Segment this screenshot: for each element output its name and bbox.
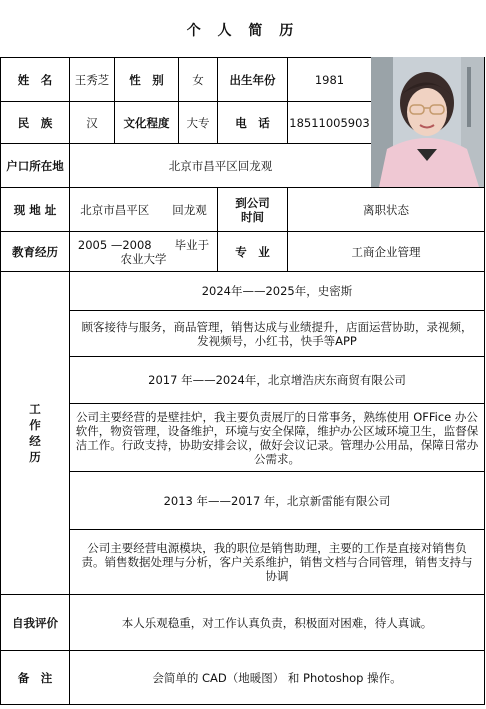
work-history-char: 经 (29, 434, 41, 448)
current-address-value: 北京市昌平区 回龙观 (69, 187, 217, 231)
work-period: 2013 年——2017 年，北京新雷能有限公司 (69, 471, 484, 529)
table-border-right (484, 57, 485, 705)
profile-photo (371, 57, 484, 187)
work-period: 2024年——2025年，史密斯 (69, 271, 484, 310)
work-description: 顾客接待与服务，商品管理，销售达成与业绩提升，店面运营协助，录视频，发视频号，小红书，快手等APP (69, 310, 484, 356)
ethnicity-label: 民 族 (0, 101, 69, 143)
education-history-value: 2005 —2008 毕业于农业大学 (69, 231, 217, 271)
work-history-char: 历 (29, 450, 41, 464)
hukou-label: 户口所在地 (0, 143, 69, 187)
resume-table (0, 57, 484, 705)
portrait-image (371, 57, 484, 187)
work-history-label (0, 271, 69, 594)
birth-year-value: 1981 (287, 57, 371, 101)
work-description: 公司主要经营的是壁挂炉，我主要负责展厅的日常事务，熟练使用 OFFice 办公软件，物资管理，设备维护，环境与安全保障，维护办公区域环境卫生，监督保洁工作。行政支持，协助安排会议，做好会议记录。管理办公用品，保障日常办公需求。 (69, 403, 484, 471)
major-label: 专 业 (217, 231, 287, 271)
work-description: 公司主要经营电源模块，我的职位是销售助理，主要的工作是直接对销售负责。销售数据处理与分析，客户关系维护，销售文档与合同管理，销售支持与协调 (69, 529, 484, 594)
work-history-char: 工 (29, 402, 41, 416)
resume-title: 个 人 简 历 (186, 23, 300, 39)
phone-label: 电 话 (217, 101, 287, 143)
remarks-label: 备 注 (0, 650, 69, 705)
education-history-label: 教育经历 (0, 231, 69, 271)
major-value: 工商企业管理 (287, 231, 484, 271)
self-evaluation-label: 自我评价 (0, 594, 69, 650)
ethnicity-value: 汉 (69, 101, 114, 143)
remarks-value: 会简单的 CAD（地暖图） 和 Photoshop 操作。 (69, 650, 484, 705)
phone-value: 18511005903 (287, 101, 371, 143)
self-evaluation-value: 本人乐观稳重，对工作认真负责，积极面对困难，待人真诚。 (69, 594, 484, 650)
birth-year-label: 出生年份 (217, 57, 287, 101)
work-period: 2017 年——2024年，北京增浩庆东商贸有限公司 (69, 356, 484, 403)
arrival-time-label: 到公司时间 (217, 187, 287, 231)
gender-label: 性 别 (114, 57, 178, 101)
work-history-char: 作 (29, 418, 41, 432)
name-value: 王秀芝 (69, 57, 114, 101)
gender-value: 女 (178, 57, 217, 101)
table-border-bottom (0, 704, 485, 705)
hukou-value: 北京市昌平区回龙观 (69, 143, 371, 187)
name-label: 姓 名 (0, 57, 69, 101)
current-address-label: 现 地 址 (0, 187, 69, 231)
education-level-value: 大专 (178, 101, 217, 143)
education-level-label: 文化程度 (114, 101, 178, 143)
arrival-time-value: 离职状态 (287, 187, 484, 231)
